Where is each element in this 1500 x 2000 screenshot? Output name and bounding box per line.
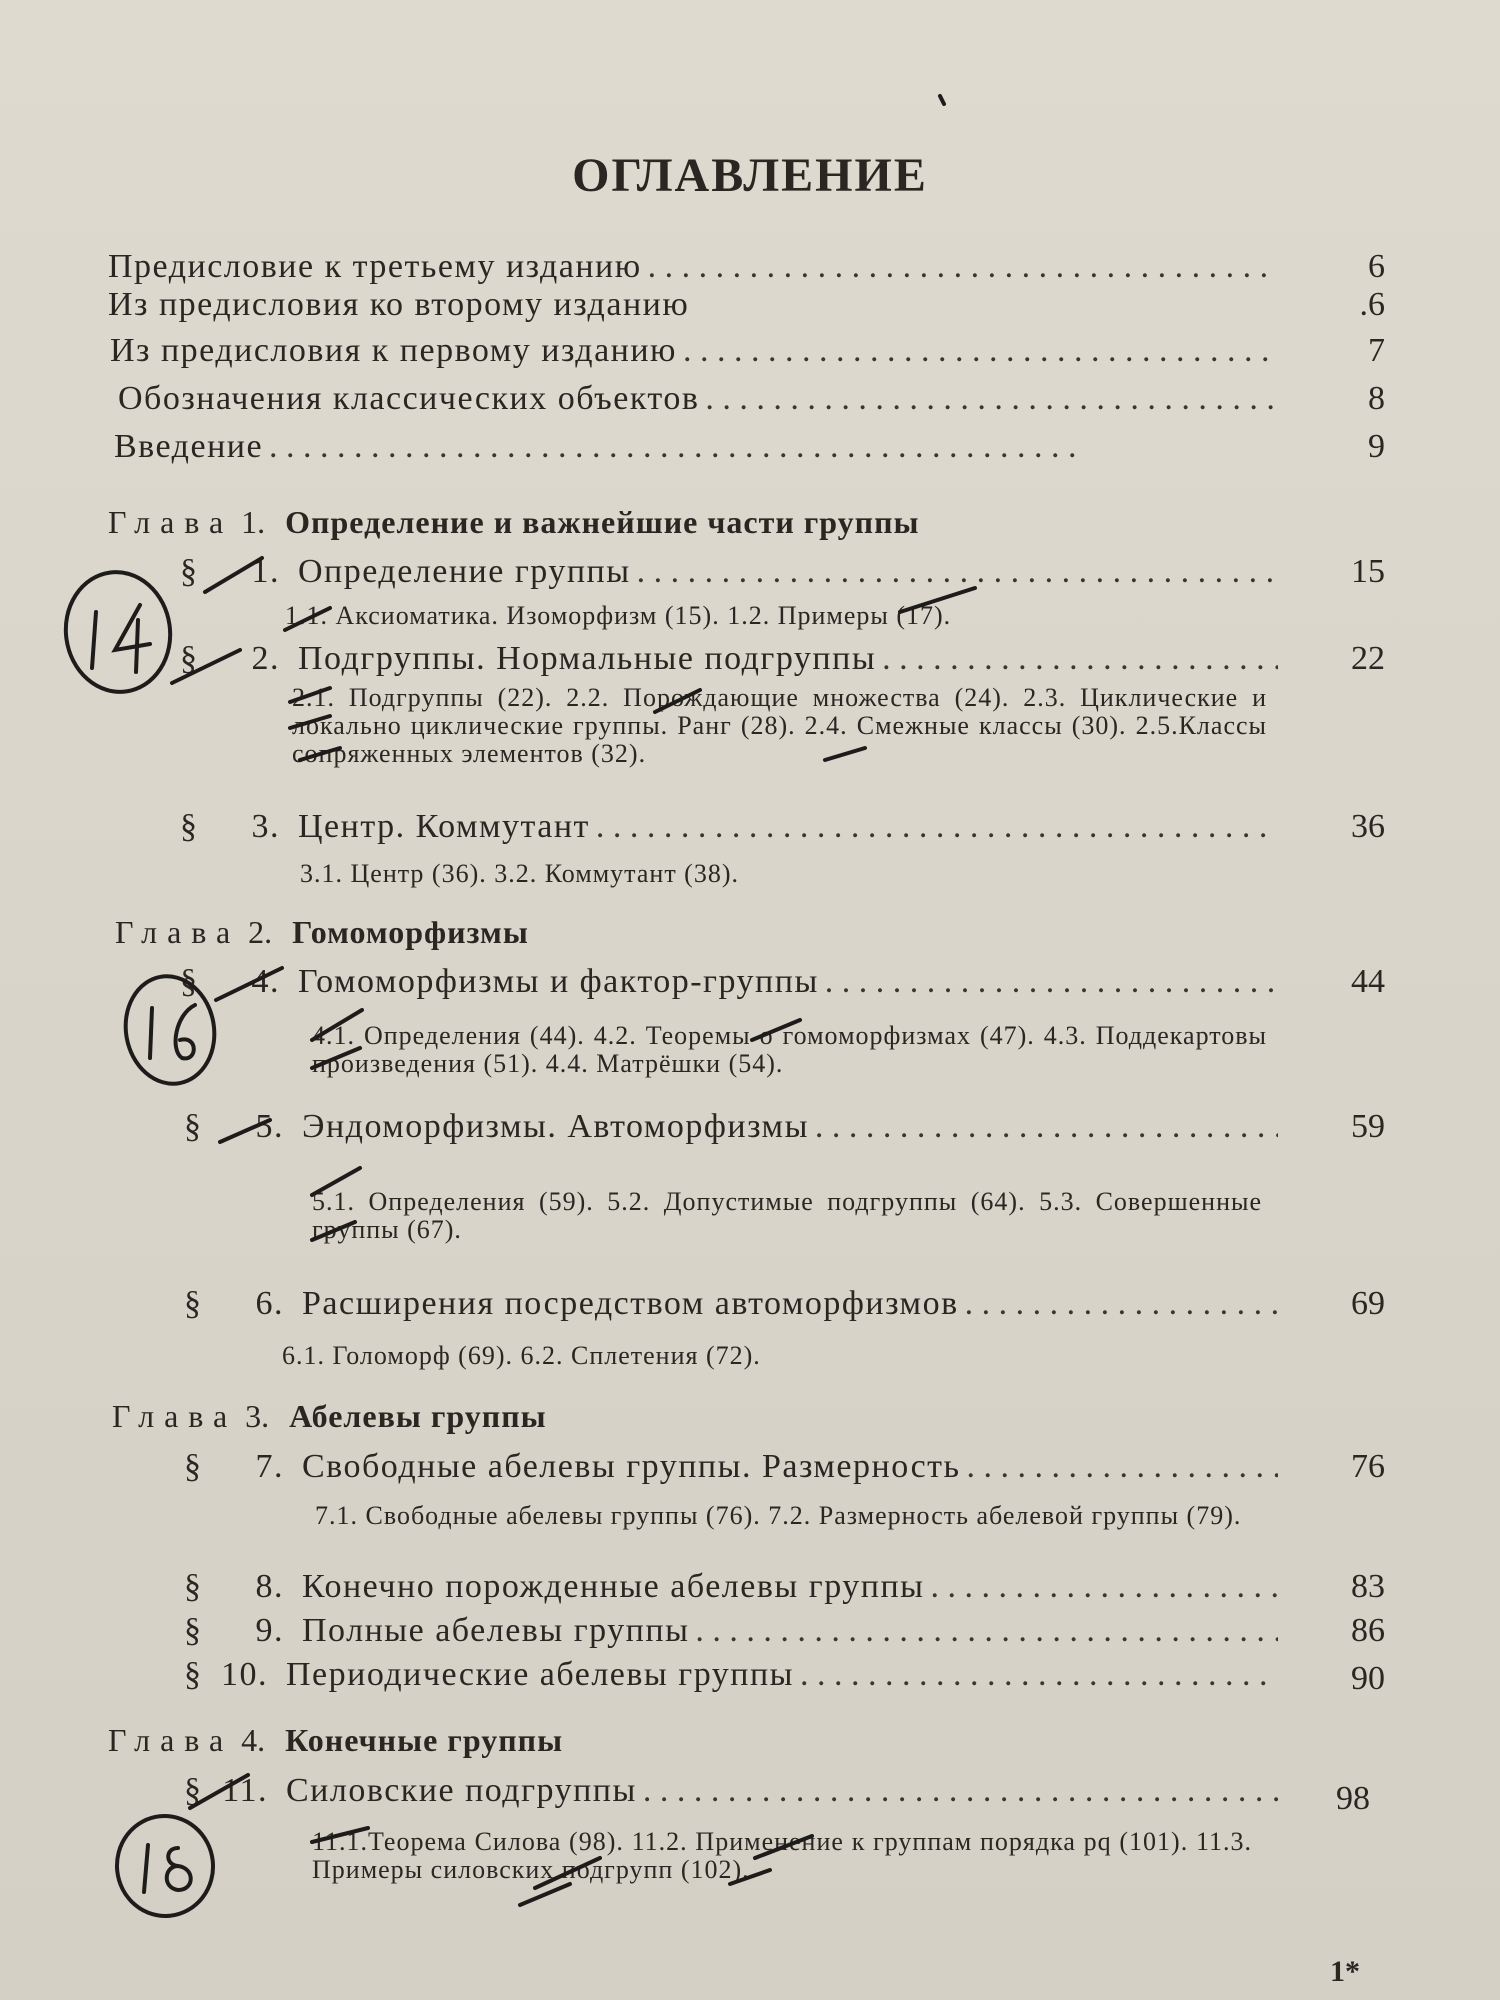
signature-mark: 1* — [1330, 1955, 1360, 1988]
handwritten-digit — [167, 1848, 191, 1890]
handwritten-digit — [92, 612, 96, 668]
toc-page-number: 44 — [1351, 963, 1385, 1000]
toc-subsections: 2.1. Подгруппы (22). 2.2. Порождающие множества (24). 2.3. Циклические и локально циклические группы. Ранг (28). 2.4. Смежные классы (30). 2.5.Классы сопряженных элементов (32). — [292, 683, 1267, 768]
toc-section[interactable]: § 8. Конечно порожденные абелевы группы . . — [184, 1568, 1278, 1606]
toc-subsections: 5.1. Определения (59). 5.2. Допустимые подгруппы (64). 5.3. Совершенные группы (67). — [312, 1187, 1262, 1244]
toc-page-number: 83 — [1351, 1568, 1385, 1605]
toc-subsections: 3.1. Центр (36). 3.2. Коммутант (38). — [300, 859, 739, 888]
toc-entry-preface-2[interactable]: Из предисловия ко второму изданию — [108, 286, 690, 323]
toc-section[interactable]: § 10. Периодические абелевы группы . . — [184, 1656, 1278, 1694]
toc-page-number: 6 — [1368, 248, 1385, 285]
handwritten-circle-14 — [58, 565, 178, 698]
toc-page-number: 22 — [1351, 640, 1385, 677]
toc-page-number: 76 — [1351, 1448, 1385, 1485]
toc-page-number: .6 — [1359, 286, 1385, 323]
toc-page-number: 9 — [1368, 428, 1385, 465]
handwritten-digit — [150, 1008, 152, 1058]
pen-tick-mark — [825, 748, 865, 760]
toc-page-number: 15 — [1351, 553, 1385, 590]
handwritten-digit — [144, 1845, 148, 1892]
toc-section[interactable]: § 6. Расширения посредством автоморфизмов . . — [184, 1285, 1278, 1323]
pen-tick-mark — [312, 1168, 360, 1195]
pen-tick-mark — [290, 716, 330, 728]
toc-page-number: 90 — [1351, 1660, 1385, 1697]
toc-page-number: 86 — [1351, 1612, 1385, 1649]
toc-section[interactable]: § 7. Свободные абелевы группы. Размерность . . — [184, 1448, 1278, 1486]
pen-tick-mark — [205, 558, 262, 592]
pen-tick-mark — [655, 690, 700, 712]
handwritten-circle-18 — [112, 1811, 218, 1920]
pen-tick-mark — [190, 1775, 248, 1808]
handwritten-circle-16 — [117, 969, 222, 1091]
chapter-heading[interactable]: Глава 4. Конечные группы — [108, 1722, 564, 1758]
chapter-heading[interactable]: Глава 1. Определение и важнейшие части группы — [108, 504, 920, 540]
toc-section[interactable]: § 9. Полные абелевы группы . . — [184, 1612, 1278, 1650]
pen-tick-mark — [520, 1884, 570, 1905]
toc-page-number: 8 — [1368, 380, 1385, 417]
handwritten-digit — [176, 1005, 195, 1058]
toc-subsections: 6.1. Голоморф (69). 6.2. Сплетения (72). — [282, 1341, 761, 1370]
toc-page-number: 59 — [1351, 1108, 1385, 1145]
toc-section[interactable]: § 4. Гомоморфизмы и фактор-группы . . — [180, 963, 1278, 1001]
toc-subsections: 1.1. Аксиоматика. Изоморфизм (15). 1.2. Примеры (17). — [285, 601, 952, 630]
chapter-heading[interactable]: Глава 3. Абелевы группы — [112, 1398, 547, 1434]
chapter-heading[interactable]: Глава 2. Гомоморфизмы — [115, 914, 529, 950]
pen-tick-mark — [290, 688, 330, 702]
pen-tick-mark — [755, 1836, 812, 1858]
pen-tick-mark — [300, 748, 340, 760]
toc-section[interactable]: § 5. Эндоморфизмы. Автоморфизмы . . — [184, 1108, 1278, 1146]
pen-tick-mark — [900, 588, 975, 612]
pen-tick-mark — [216, 968, 282, 1000]
pen-tick-mark — [172, 650, 240, 683]
toc-entry-notation[interactable]: Обозначения классических объектов . . — [118, 380, 1278, 418]
toc-section[interactable]: § 1. Определение группы . . — [180, 553, 1278, 591]
toc-page-number: 36 — [1351, 808, 1385, 845]
handwritten-digit — [115, 605, 150, 672]
toc-section[interactable]: § 3. Центр. Коммутант . . — [180, 808, 1278, 846]
pen-tick-mark — [285, 608, 330, 630]
toc-section[interactable]: § 2. Подгруппы. Нормальные подгруппы . . — [180, 640, 1278, 678]
ink-speck — [940, 96, 944, 104]
toc-section[interactable]: § 11. Силовские подгруппы . . — [184, 1772, 1278, 1810]
pen-tick-mark — [312, 1010, 362, 1040]
toc-entry-preface-3[interactable]: Предисловие к третьему изданию . . — [108, 248, 1278, 286]
toc-entry-preface-1[interactable]: Из предисловия к первому изданию . . — [110, 332, 1280, 370]
page-title: ОГЛАВЛЕНИЕ — [572, 149, 928, 202]
pen-tick-mark — [752, 1020, 800, 1040]
toc-subsections: 7.1. Свободные абелевы группы (76). 7.2. Размерность абелевой группы (79). — [315, 1501, 1242, 1530]
toc-page-number: 7 — [1368, 332, 1385, 369]
pen-tick-mark — [312, 1222, 355, 1240]
toc-subsections: 11.1.Теорема Силова (98). 11.2. Применение к группам порядка pq (101). 11.3. Примеры силовских подгрупп (102). — [312, 1827, 1252, 1884]
pen-tick-mark — [312, 1828, 368, 1842]
pen-tick-mark — [730, 1870, 770, 1884]
toc-page-number: 98 — [1336, 1780, 1370, 1817]
toc-entry-introduction[interactable]: Введение . . — [114, 428, 1278, 466]
toc-page-number: 69 — [1351, 1285, 1385, 1322]
pen-tick-mark — [220, 1120, 270, 1142]
pen-tick-mark — [312, 1048, 360, 1068]
toc-subsections: 4.1. Определения (44). 4.2. Теоремы о гомоморфизмах (47). 4.3. Поддекартовы произведения (51). 4.4. Матрёшки (54). — [312, 1021, 1267, 1078]
